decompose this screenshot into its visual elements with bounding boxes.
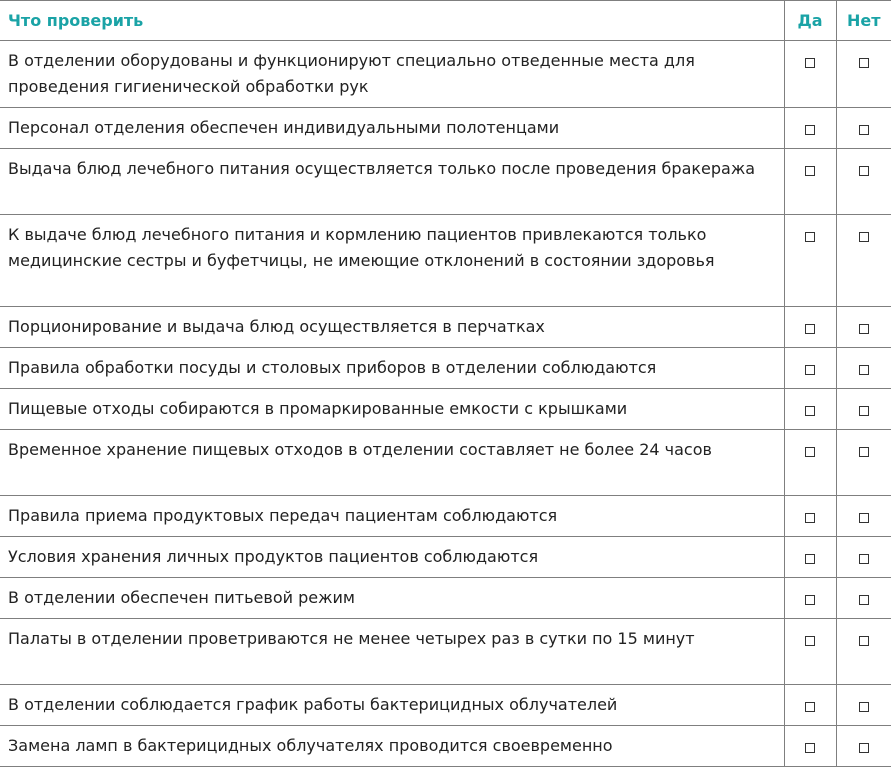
table-row xyxy=(0,430,891,496)
no-checkbox[interactable] xyxy=(859,743,869,753)
yes-checkbox[interactable] xyxy=(805,125,815,135)
table-row xyxy=(0,726,891,767)
no-checkbox[interactable] xyxy=(859,513,869,523)
no-checkbox[interactable] xyxy=(859,595,869,605)
question-text: Замена ламп в бактерицидных облучателях проводится своевременно xyxy=(0,726,784,767)
yes-column-header: Да xyxy=(784,1,836,41)
no-cell xyxy=(836,149,891,215)
no-cell xyxy=(836,619,891,685)
yes-checkbox[interactable] xyxy=(805,513,815,523)
no-cell xyxy=(836,307,891,348)
question-text: В отделении обеспечен питьевой режим xyxy=(0,578,784,619)
no-cell xyxy=(836,41,891,108)
yes-cell xyxy=(784,726,836,767)
no-checkbox[interactable] xyxy=(859,232,869,242)
yes-cell xyxy=(784,149,836,215)
yes-cell xyxy=(784,348,836,389)
yes-checkbox[interactable] xyxy=(805,702,815,712)
table-row xyxy=(0,389,891,430)
no-checkbox[interactable] xyxy=(859,365,869,375)
table-row xyxy=(0,496,891,537)
table-row xyxy=(0,578,891,619)
table-row xyxy=(0,307,891,348)
question-text: Правила обработки посуды и столовых приборов в отделении соблюдаются xyxy=(0,348,784,389)
yes-checkbox[interactable] xyxy=(805,554,815,564)
yes-cell xyxy=(784,215,836,307)
no-cell xyxy=(836,496,891,537)
no-cell xyxy=(836,348,891,389)
no-checkbox[interactable] xyxy=(859,324,869,334)
no-cell xyxy=(836,430,891,496)
no-checkbox[interactable] xyxy=(859,166,869,176)
no-checkbox[interactable] xyxy=(859,447,869,457)
table-row xyxy=(0,537,891,578)
yes-cell xyxy=(784,41,836,108)
yes-checkbox[interactable] xyxy=(805,232,815,242)
header-row xyxy=(0,1,891,41)
table-row xyxy=(0,108,891,149)
yes-checkbox[interactable] xyxy=(805,58,815,68)
question-text: В отделении оборудованы и функционируют специально отведенные места для проведения гигиенической обработки рук xyxy=(0,41,784,108)
yes-cell xyxy=(784,496,836,537)
no-cell xyxy=(836,578,891,619)
yes-checkbox[interactable] xyxy=(805,324,815,334)
yes-checkbox[interactable] xyxy=(805,406,815,416)
question-column-header: Что проверить xyxy=(0,1,784,41)
question-text: Порционирование и выдача блюд осуществляется в перчатках xyxy=(0,307,784,348)
yes-cell xyxy=(784,389,836,430)
no-cell xyxy=(836,215,891,307)
question-text: Временное хранение пищевых отходов в отделении составляет не более 24 часов xyxy=(0,430,784,496)
yes-checkbox[interactable] xyxy=(805,365,815,375)
no-checkbox[interactable] xyxy=(859,554,869,564)
question-text: Правила приема продуктовых передач пациентам соблюдаются xyxy=(0,496,784,537)
question-text: К выдаче блюд лечебного питания и кормлению пациентов привлекаются только медицинские сестры и буфетчицы, не имеющие отклонений в состоянии здоровья xyxy=(0,215,784,307)
no-checkbox[interactable] xyxy=(859,636,869,646)
yes-cell xyxy=(784,685,836,726)
table-row xyxy=(0,215,891,307)
yes-cell xyxy=(784,537,836,578)
yes-cell xyxy=(784,430,836,496)
no-checkbox[interactable] xyxy=(859,125,869,135)
question-text: Пищевые отходы собираются в промаркированные емкости с крышками xyxy=(0,389,784,430)
yes-checkbox[interactable] xyxy=(805,595,815,605)
table-row xyxy=(0,619,891,685)
no-cell xyxy=(836,726,891,767)
yes-checkbox[interactable] xyxy=(805,166,815,176)
table-row xyxy=(0,41,891,108)
no-cell xyxy=(836,537,891,578)
table-row xyxy=(0,685,891,726)
yes-checkbox[interactable] xyxy=(805,743,815,753)
no-column-header: Нет xyxy=(836,1,891,41)
yes-cell xyxy=(784,619,836,685)
question-text: Палаты в отделении проветриваются не менее четырех раз в сутки по 15 минут xyxy=(0,619,784,685)
question-text: В отделении соблюдается график работы бактерицидных облучателей xyxy=(0,685,784,726)
no-checkbox[interactable] xyxy=(859,58,869,68)
no-cell xyxy=(836,685,891,726)
table-row xyxy=(0,149,891,215)
no-checkbox[interactable] xyxy=(859,406,869,416)
question-text: Условия хранения личных продуктов пациентов соблюдаются xyxy=(0,537,784,578)
no-cell xyxy=(836,389,891,430)
question-text: Выдача блюд лечебного питания осуществляется только после проведения бракеража xyxy=(0,149,784,215)
no-checkbox[interactable] xyxy=(859,702,869,712)
table-row xyxy=(0,348,891,389)
no-cell xyxy=(836,108,891,149)
yes-checkbox[interactable] xyxy=(805,636,815,646)
question-text: Персонал отделения обеспечен индивидуальными полотенцами xyxy=(0,108,784,149)
yes-cell xyxy=(784,307,836,348)
yes-checkbox[interactable] xyxy=(805,447,815,457)
yes-cell xyxy=(784,578,836,619)
yes-cell xyxy=(784,108,836,149)
